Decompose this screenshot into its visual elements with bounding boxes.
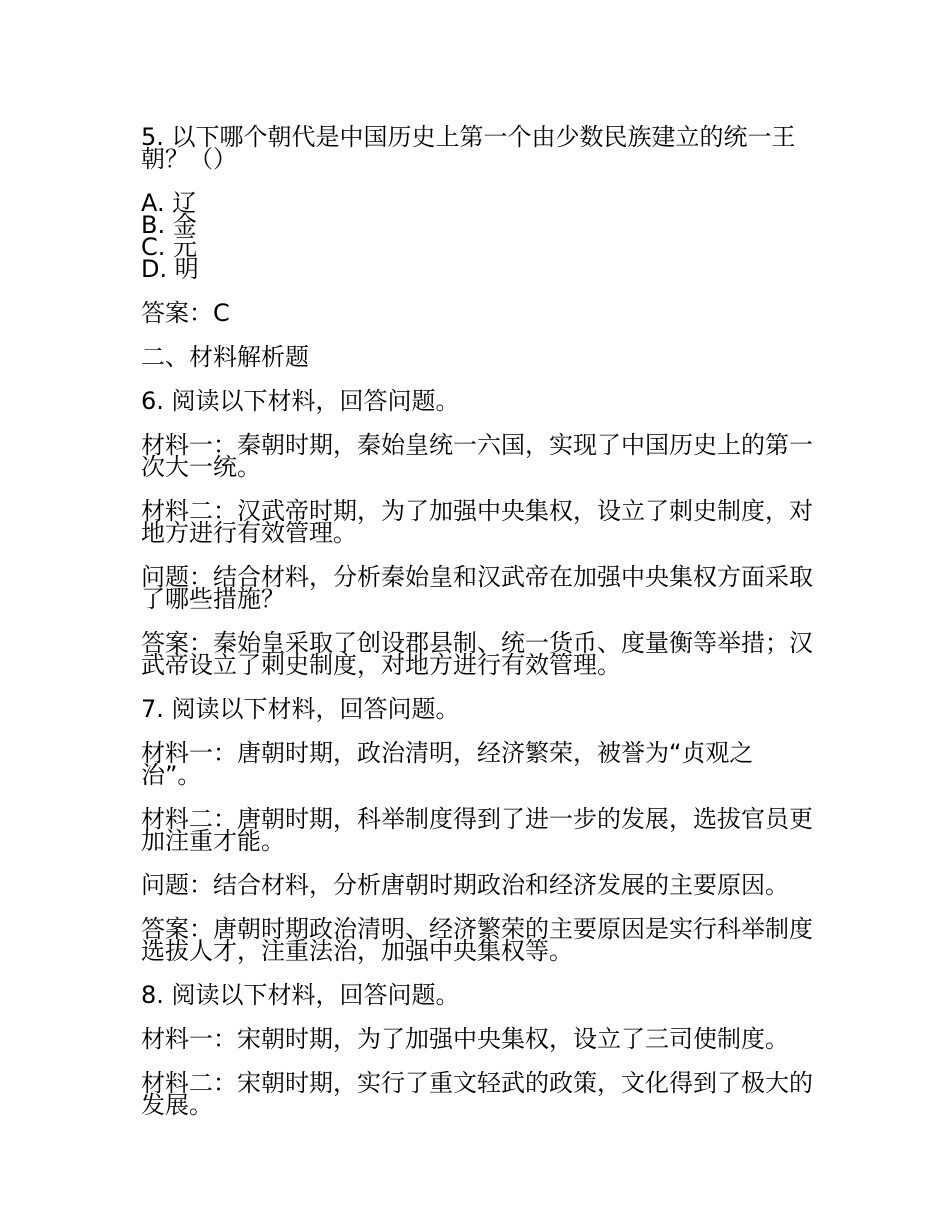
- q8-material-1: 材料一：宋朝时期，为了加强中央集权，设立了三司使制度。: [141, 1025, 789, 1053]
- q5-options: [141, 189, 813, 283]
- document-page: [141, 123, 813, 1138]
- q6-answer: 答案：秦始皇采取了创设郡县制、统一货币、度量衡等举措；汉武帝设立了刺史制度，对地方进行有效管理。: [141, 629, 813, 679]
- q7-material-2: 材料二：唐朝时期，科举制度得到了进一步的发展，选拔官员更加注重才能。: [141, 805, 813, 855]
- q5-option-c: C. 元: [141, 233, 198, 261]
- q5-answer: 答案：C: [141, 299, 230, 327]
- q7-material-1: 材料一：唐朝时期，政治清明，经济繁荣，被誉为“贞观之治”。: [141, 739, 754, 789]
- q6-question: 问题：结合材料，分析秦始皇和汉武帝在加强中央集权方面采取了哪些措施？: [141, 563, 813, 613]
- q7-answer: 答案：唐朝时期政治清明、经济繁荣的主要原因是实行科举制度选拔人才，注重法治，加强中央集权等。: [141, 915, 813, 965]
- q5-option-a: A. 辽: [141, 189, 197, 217]
- q5-question: 5. 以下哪个朝代是中国历史上第一个由少数民族建立的统一王朝？（）: [141, 123, 796, 173]
- q6-material-1: 材料一：秦朝时期，秦始皇统一六国，实现了中国历史上的第一次大一统。: [141, 431, 813, 481]
- q5-option-d: D. 明: [141, 255, 199, 283]
- q8-prompt: 8. 阅读以下材料，回答问题。: [141, 981, 460, 1009]
- q6-material-2: 材料二：汉武帝时期，为了加强中央集权，设立了刺史制度，对地方进行有效管理。: [141, 497, 813, 547]
- q7-question: 问题：结合材料，分析唐朝时期政治和经济发展的主要原因。: [141, 871, 789, 899]
- section-title: 二、材料解析题: [141, 343, 309, 371]
- q8-material-2: 材料二：宋朝时期，实行了重文轻武的政策，文化得到了极大的发展。: [141, 1069, 813, 1119]
- q7-prompt: 7. 阅读以下材料，回答问题。: [141, 695, 460, 723]
- q5-option-b: B. 金: [141, 211, 197, 239]
- q6-prompt: 6. 阅读以下材料，回答问题。: [141, 387, 460, 415]
